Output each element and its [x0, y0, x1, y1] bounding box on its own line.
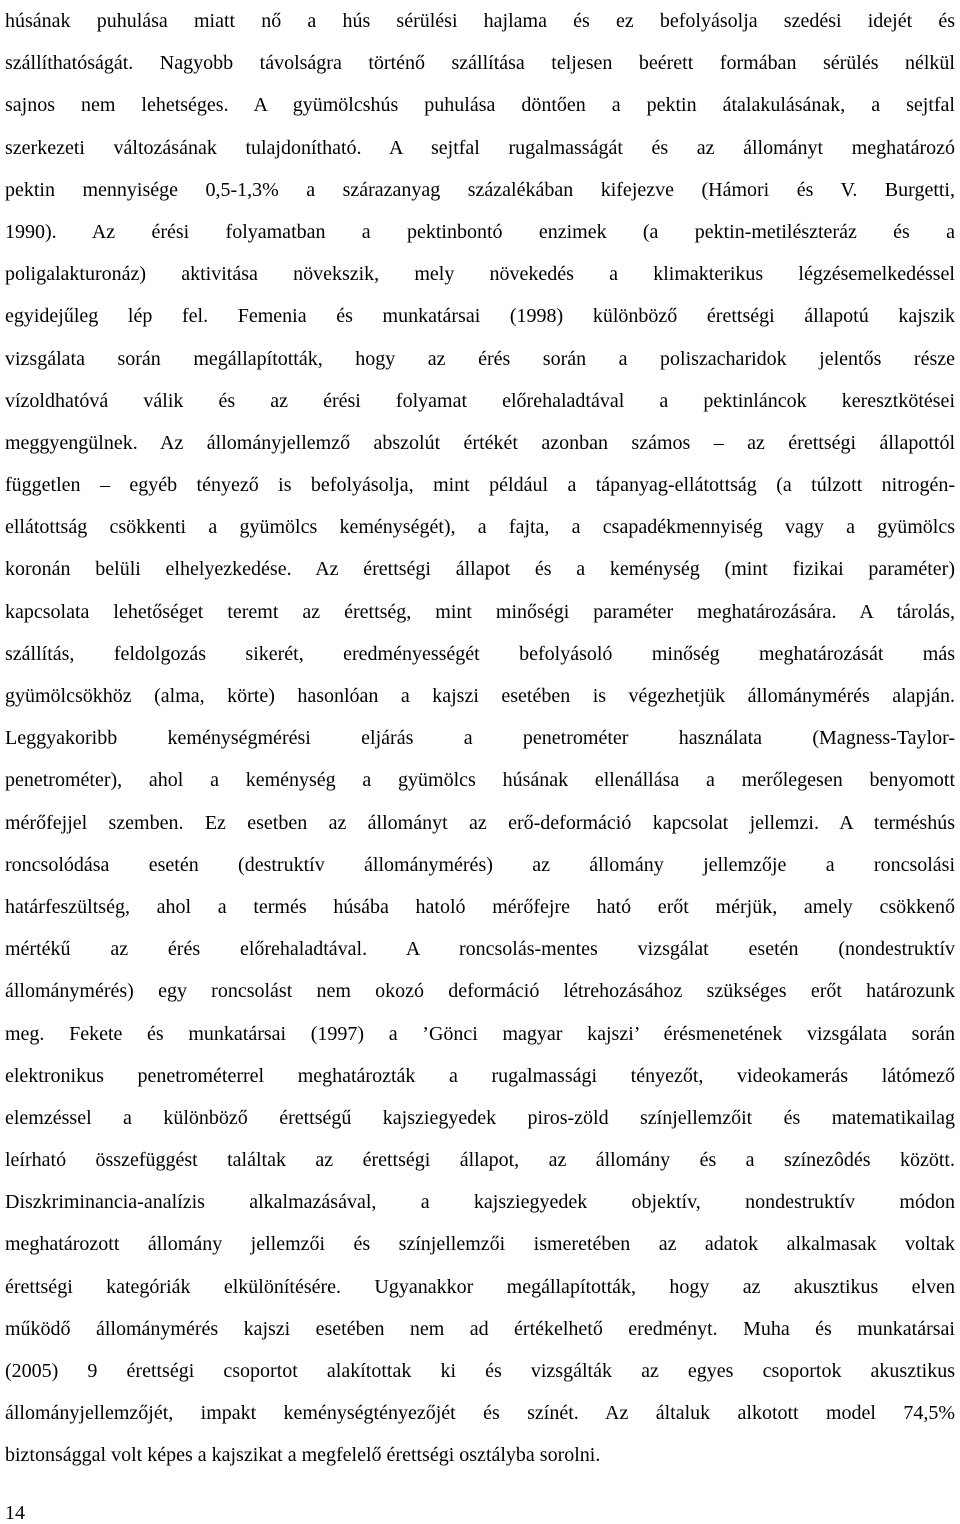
text-line: érettségi kategóriák elkülönítésére. Ugyanakkor megállapították, hogy az akusztikus elven: [5, 1275, 955, 1298]
text-line: Diszkriminancia-analízis alkalmazásával, a kajsziegyedek objektív, nondestruktív módon: [5, 1191, 955, 1214]
text-line: ellátottság csökkenti a gyümölcs keménységét), a fajta, a csapadékmennyiség vagy a gyümölcs: [5, 516, 955, 539]
text-line: vízoldhatóvá válik és az érési folyamat előrehaladtával a pektinláncok keresztkötései: [5, 389, 955, 412]
text-line: határfeszültség, ahol a termés húsába hatoló mérőfejre ható erőt mérjük, amely csökkenő: [5, 895, 955, 918]
text-line: koronán belüli elhelyezkedése. Az érettségi állapot és a keménység (mint fizikai paraméter): [5, 558, 955, 581]
text-line: poligalakturonáz) aktivitása növekszik, mely növekedés a klimakterikus légzésemelkedéssel: [5, 263, 955, 286]
text-line: vizsgálata során megállapították, hogy az érés során a poliszacharidok jelentős része: [5, 347, 955, 370]
text-line: mértékű az érés előrehaladtával. A roncsolás-mentes vizsgálat esetén (nondestruktív: [5, 938, 955, 961]
text-line: Leggyakoribb keménységmérési eljárás a penetrométer használata (Magness-Taylor-: [5, 727, 955, 750]
text-line: pektin mennyisége 0,5-1,3% a szárazanyag százalékában kifejezve (Hámori és V. Burgetti,: [5, 178, 955, 201]
text-line: kapcsolata lehetőséget teremt az érettség, mint minőségi paraméter meghatározására. A tárolás,: [5, 600, 955, 623]
document-page: [5, 0, 955, 1524]
text-line: 1990). Az érési folyamatban a pektinbontó enzimek (a pektin-metilészteráz és a: [5, 220, 955, 243]
text-line: elemzéssel a különböző érettségű kajsziegyedek piros-zöld színjellemzőit és matematikailag: [5, 1106, 955, 1129]
page-number: 14: [5, 1502, 25, 1524]
text-line: (2005) 9 érettségi csoportot alakítottak ki és vizsgálták az egyes csoportok akusztikus: [5, 1360, 955, 1382]
text-line: leírható összefüggést találtak az érettségi állapot, az állomány és a színezôdés között.: [5, 1149, 955, 1172]
text-line: független – egyéb tényező is befolyásolja, mint például a tápanyag-ellátottság (a túlzott nitrogén-: [5, 474, 955, 497]
text-line: meggyengülnek. Az állományjellemző abszolút értékét azonban számos – az érettségi állapottól: [5, 431, 955, 454]
text-line: gyümölcsökhöz (alma, körte) hasonlóan a kajszi esetében is végezhetjük állománymérés alapján.: [5, 685, 955, 707]
body-paragraph: [5, 0, 955, 1477]
text-line: meghatározott állomány jellemzői és színjellemzői ismeretében az adatok alkalmasak voltak: [5, 1233, 955, 1256]
text-line: penetrométer), ahol a keménység a gyümölcs húsának ellenállása a merőlegesen benyomott: [5, 769, 955, 792]
text-line: szerkezeti változásának tulajdonítható. A sejtfal rugalmasságát és az állományt meghatározó: [5, 136, 955, 159]
text-line: meg. Fekete és munkatársai (1997) a ’Gönci magyar kajszi’ érésmenetének vizsgálata során: [5, 1022, 955, 1045]
text-line: szállíthatóságát. Nagyobb távolságra történő szállítása teljesen beérett formában sérülés nélkül: [5, 52, 955, 75]
text-line: biztonsággal volt képes a kajszikat a megfelelő érettségi osztályba sorolni.: [5, 1444, 601, 1467]
text-line: roncsolódása esetén (destruktív állománymérés) az állomány jellemzője a roncsolási: [5, 853, 955, 876]
text-line: elektronikus penetrométerrel meghatározták a rugalmassági tényezőt, videokamerás látómező: [5, 1064, 955, 1087]
text-line: mérőfejjel szemben. Ez esetben az állományt az erő-deformáció kapcsolat jellemzi. A terméshús: [5, 811, 955, 834]
text-line: működő állománymérés kajszi esetében nem ad értékelhető eredményt. Muha és munkatársai: [5, 1317, 955, 1340]
text-line: szállítás, feldolgozás sikerét, eredményességét befolyásoló minőség meghatározását más: [5, 642, 955, 665]
text-line: húsának puhulása miatt nő a hús sérülési hajlama és ez befolyásolja szedési idejét és: [5, 10, 955, 32]
text-line: állománymérés) egy roncsolást nem okozó deformáció létrehozásához szükséges erőt határozunk: [5, 980, 955, 1003]
text-line: állományjellemzőjét, impakt keménységtényezőjét és színét. Az általuk alkotott model 74,5%: [5, 1402, 955, 1425]
text-line: egyidejűleg lép fel. Femenia és munkatársai (1998) különböző érettségi állapotú kajszik: [5, 305, 955, 328]
text-line: sajnos nem lehetséges. A gyümölcshús puhulása döntően a pektin átalakulásának, a sejtfal: [5, 94, 955, 117]
